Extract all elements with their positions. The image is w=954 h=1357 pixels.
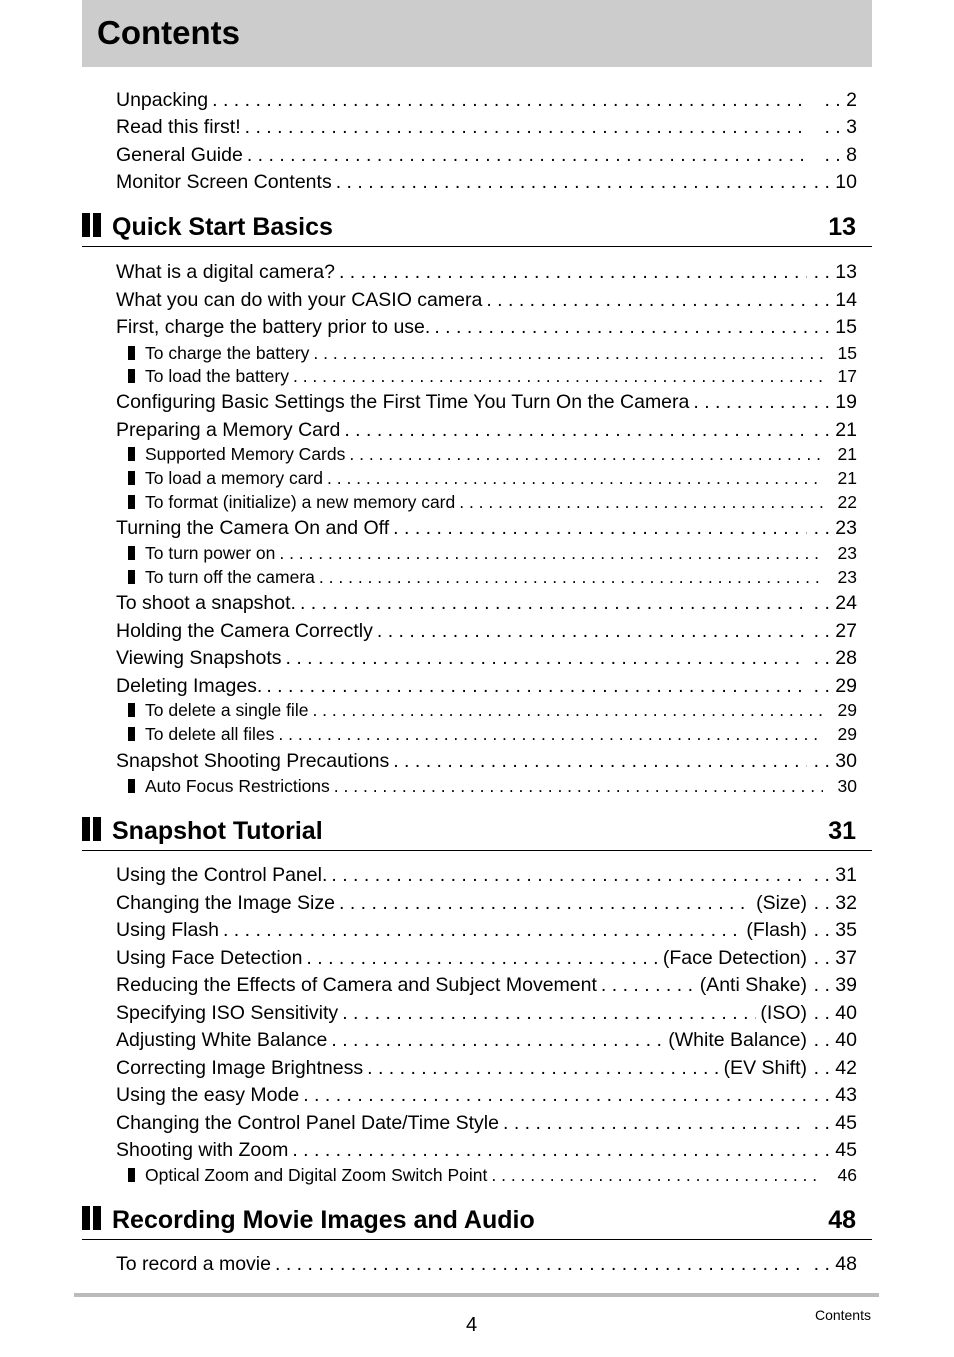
toc-entry-title: Configuring Basic Settings the First Time You Turn On the Camera — [116, 391, 690, 413]
toc-page-number: . . 29 — [811, 673, 857, 699]
toc-page-number: 29 — [837, 724, 857, 744]
toc-entry-title: To load a memory card — [145, 468, 323, 488]
dot-leader — [339, 259, 807, 285]
dot-leader — [339, 890, 752, 916]
toc-entry-title: To charge the battery — [145, 343, 310, 363]
toc-entry-title: To delete all files — [145, 724, 275, 744]
toc-entry-title: Snapshot Shooting Precautions — [116, 750, 390, 772]
toc-entry-title: Changing the Image Size — [116, 892, 335, 914]
bullet-icon — [128, 546, 135, 560]
toc-entry-title: What is a digital camera? — [116, 261, 335, 283]
toc-entry-title: Auto Focus Restrictions — [145, 776, 330, 796]
toc-entry-title: Changing the Control Panel Date/Time Style — [116, 1112, 499, 1134]
section-page-number: 48 — [828, 1206, 856, 1234]
page-title: Contents — [97, 14, 240, 51]
toc-entry-title: Turning the Camera On and Off — [116, 517, 390, 539]
toc-entry[interactable] — [116, 287, 857, 313]
dot-leader — [344, 417, 807, 443]
toc-entry-title: To shoot a snapshot. — [116, 592, 296, 614]
toc-entry-suffix: (ISO) — [760, 1002, 807, 1024]
toc-entry-title: To load the battery — [145, 366, 289, 386]
dot-leader — [278, 723, 823, 745]
dot-leader — [601, 972, 696, 998]
toc-entry-suffix: (Anti Shake) — [699, 974, 807, 996]
section-marker-icon — [82, 213, 103, 237]
toc-entry-title: Using Face Detection — [116, 947, 303, 969]
toc-subentry[interactable] — [116, 365, 857, 387]
toc-entry[interactable] — [116, 169, 857, 195]
bullet-icon — [128, 703, 135, 717]
toc-page-number: . . 10 — [811, 169, 857, 195]
toc-entry-title: Using the Control Panel. — [116, 864, 328, 886]
toc-entry[interactable] — [116, 618, 857, 644]
section-title: Snapshot Tutorial — [112, 817, 323, 845]
toc-subentry[interactable] — [116, 342, 857, 364]
toc-entry[interactable] — [116, 515, 857, 541]
toc-entry-title: Unpacking — [116, 89, 209, 111]
footer-divider — [74, 1293, 879, 1297]
toc-entry[interactable] — [116, 259, 857, 285]
bullet-icon — [128, 779, 135, 793]
toc-entry-title: Holding the Camera Correctly — [116, 620, 373, 642]
toc-page-number: 15 — [837, 343, 857, 363]
dot-leader — [312, 699, 823, 721]
toc-subentry[interactable] — [116, 566, 857, 588]
toc-subentry[interactable] — [116, 467, 857, 489]
toc-entry[interactable] — [116, 1082, 857, 1108]
toc-page-number: 29 — [837, 700, 857, 720]
toc-page-number: . . 35 — [811, 917, 857, 943]
dot-leader — [286, 645, 807, 671]
toc-page-number: 46 — [837, 1165, 857, 1185]
bullet-icon — [128, 495, 135, 509]
dot-leader — [306, 945, 658, 971]
toc-subentry[interactable] — [116, 443, 857, 465]
dot-leader — [693, 389, 807, 415]
toc-entry[interactable] — [116, 1027, 857, 1053]
toc-entry-title: Monitor Screen Contents — [116, 171, 332, 193]
toc-page-number: . . 48 — [811, 1251, 857, 1277]
dot-leader — [245, 114, 807, 140]
toc-page-number: . . 32 — [811, 890, 857, 916]
toc-page-number: . . 28 — [811, 645, 857, 671]
toc-entry-suffix: (EV Shift) — [723, 1057, 807, 1079]
dot-leader — [367, 1055, 719, 1081]
section-marker-icon — [82, 1206, 103, 1230]
toc-entry-title: General Guide — [116, 144, 243, 166]
toc-entry-title: Specifying ISO Sensitivity — [116, 1002, 339, 1024]
toc-subentry[interactable] — [116, 723, 857, 745]
bullet-icon — [128, 1168, 135, 1182]
toc-entry-title: Using the easy Mode — [116, 1084, 300, 1106]
toc-entry-title: To delete a single file — [145, 700, 309, 720]
toc-page-number: . . 37 — [811, 945, 857, 971]
bullet-icon — [128, 369, 135, 383]
section-marker-icon — [82, 817, 103, 841]
toc-page-number: . . 30 — [811, 748, 857, 774]
toc-page-number: 21 — [837, 468, 857, 488]
section-page-number: 13 — [828, 213, 856, 241]
toc-page-number: . . 40 — [811, 1000, 857, 1026]
toc-entry-title: Adjusting White Balance — [116, 1029, 328, 1051]
dot-leader — [313, 342, 823, 364]
toc-subentry[interactable] — [116, 775, 857, 797]
toc-entry-title: First, charge the battery prior to use. — [116, 316, 431, 338]
toc-entry[interactable] — [116, 142, 857, 168]
toc-entry[interactable] — [116, 314, 857, 340]
toc-subentry[interactable] — [116, 699, 857, 721]
toc-entry[interactable] — [116, 862, 857, 888]
dot-leader — [300, 590, 807, 616]
section-title: Recording Movie Images and Audio — [112, 1206, 535, 1234]
toc-entry[interactable] — [116, 1110, 857, 1136]
toc-subentry[interactable] — [116, 542, 857, 564]
toc-entry[interactable] — [116, 1000, 857, 1026]
toc-page-number: 23 — [837, 567, 857, 587]
dot-leader — [223, 917, 742, 943]
section-heading[interactable] — [82, 1199, 872, 1240]
toc-entry[interactable] — [116, 1251, 857, 1277]
bullet-icon — [128, 471, 135, 485]
toc-entry-title: Preparing a Memory Card — [116, 419, 341, 441]
toc-entry[interactable] — [116, 417, 857, 443]
toc-entry[interactable] — [116, 1137, 857, 1163]
dot-leader — [334, 775, 823, 797]
dot-leader — [377, 618, 807, 644]
toc-page-number: . . 24 — [811, 590, 857, 616]
section-title: Quick Start Basics — [112, 213, 333, 241]
toc-page-number: . . 21 — [811, 417, 857, 443]
toc-entry-title: Shooting with Zoom — [116, 1139, 289, 1161]
toc-entry[interactable] — [116, 972, 857, 998]
dot-leader — [212, 87, 807, 113]
toc-page-number: . . 45 — [811, 1137, 857, 1163]
bullet-icon — [128, 447, 135, 461]
dot-leader — [336, 169, 807, 195]
dot-leader — [292, 1137, 807, 1163]
dot-leader — [491, 1164, 823, 1186]
toc-page-number: . . 15 — [811, 314, 857, 340]
bullet-icon — [128, 727, 135, 741]
section-page-number: 31 — [828, 817, 856, 845]
toc-entry[interactable] — [116, 645, 857, 671]
toc-entry-title: Viewing Snapshots — [116, 647, 282, 669]
toc-page-number: 22 — [837, 492, 857, 512]
footer-label: Contents — [814, 1307, 871, 1323]
dot-leader — [247, 142, 807, 168]
dot-leader — [331, 862, 807, 888]
toc-page-number: . . 19 — [811, 389, 857, 415]
dot-leader — [434, 314, 807, 340]
bullet-icon — [128, 570, 135, 584]
toc-entry[interactable] — [116, 673, 857, 699]
dot-leader — [349, 443, 823, 465]
section-heading[interactable] — [82, 810, 872, 851]
dot-leader — [459, 491, 823, 513]
section-heading[interactable] — [82, 206, 872, 247]
dot-leader — [303, 1082, 807, 1108]
dot-leader — [331, 1027, 664, 1053]
toc-entry-title: Supported Memory Cards — [145, 444, 346, 464]
dot-leader — [393, 515, 807, 541]
toc-entry[interactable] — [116, 389, 857, 415]
toc-page-number: 23 — [837, 543, 857, 563]
dot-leader — [319, 566, 823, 588]
toc-entry-title: Using Flash — [116, 919, 219, 941]
bullet-icon — [128, 346, 135, 360]
toc-entry-title: Read this first! — [116, 116, 241, 138]
toc-entry-suffix: (Size) — [756, 892, 807, 914]
toc-entry[interactable] — [116, 945, 857, 971]
toc-entry[interactable] — [116, 590, 857, 616]
toc-entry[interactable] — [116, 890, 857, 916]
toc-page-number: . . 2 — [811, 87, 857, 113]
toc-page-number: . . 14 — [811, 287, 857, 313]
footer-page-number: 4 — [466, 1314, 478, 1336]
toc-entry[interactable] — [116, 114, 857, 140]
dot-leader — [393, 748, 807, 774]
toc-entry-suffix: (Flash) — [746, 919, 807, 941]
dot-leader — [275, 1251, 807, 1277]
dot-leader — [266, 673, 807, 699]
toc-page-number: 21 — [837, 444, 857, 464]
toc-page-number: . . 42 — [811, 1055, 857, 1081]
toc-entry-title: Correcting Image Brightness — [116, 1057, 364, 1079]
dot-leader — [503, 1110, 807, 1136]
toc-page-number: . . 27 — [811, 618, 857, 644]
toc-page-number: . . 31 — [811, 862, 857, 888]
toc-entry[interactable] — [116, 748, 857, 774]
toc-page-number: . . 3 — [811, 114, 857, 140]
dot-leader — [279, 542, 823, 564]
toc-page-number: . . 23 — [811, 515, 857, 541]
toc-entry-suffix: (Face Detection) — [662, 947, 807, 969]
toc-page-number: . . 43 — [811, 1082, 857, 1108]
title-bar — [82, 0, 872, 67]
toc-entry-title: To turn off the camera — [145, 567, 315, 587]
toc-page-number: . . 39 — [811, 972, 857, 998]
toc-page-number: . . 45 — [811, 1110, 857, 1136]
toc-entry[interactable] — [116, 917, 857, 943]
toc-page-number: 30 — [837, 776, 857, 796]
toc-entry-title: Reducing the Effects of Camera and Subject Movement — [116, 974, 597, 996]
toc-page-number: 17 — [837, 366, 857, 386]
toc-entry-title: To turn power on — [145, 543, 276, 563]
dot-leader — [486, 287, 807, 313]
toc-entry-title: Optical Zoom and Digital Zoom Switch Point — [145, 1165, 488, 1185]
toc-page-number: . . 40 — [811, 1027, 857, 1053]
toc-entry-title: What you can do with your CASIO camera — [116, 289, 483, 311]
toc-entry-suffix: (White Balance) — [668, 1029, 807, 1051]
dot-leader — [293, 365, 823, 387]
dot-leader — [342, 1000, 756, 1026]
toc-entry[interactable] — [116, 87, 857, 113]
toc-entry-title: Deleting Images. — [116, 675, 263, 697]
toc-entry-title: To format (initialize) a new memory card — [145, 492, 456, 512]
toc-page-number: . . 8 — [811, 142, 857, 168]
toc-subentry[interactable] — [116, 1164, 857, 1186]
toc-entry-title: To record a movie — [116, 1253, 271, 1275]
dot-leader — [327, 467, 823, 489]
toc-page-number: . . 13 — [811, 259, 857, 285]
toc-entry[interactable] — [116, 1055, 857, 1081]
toc-subentry[interactable] — [116, 491, 857, 513]
